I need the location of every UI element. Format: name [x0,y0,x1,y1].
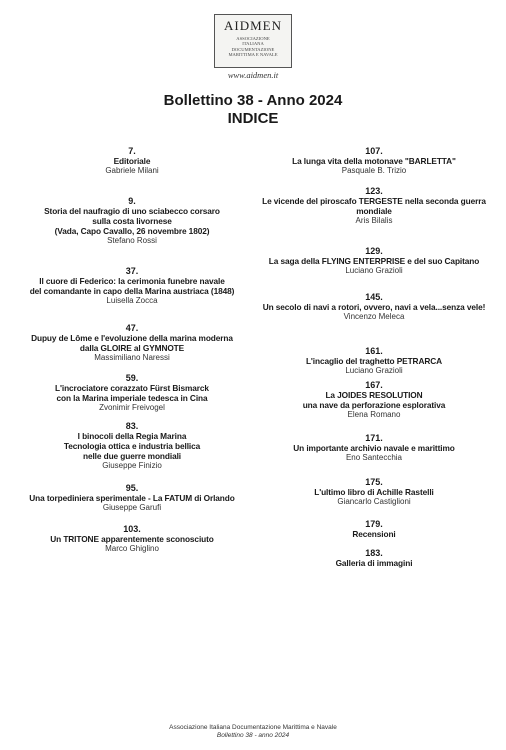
aidmen-logo [214,14,292,68]
entry-author: Stefano Rossi [107,236,157,245]
entry-title-line: Una torpediniera sperimentale - La FATUM di Orlando [29,493,235,503]
entry-page-number: 59. [125,373,139,383]
footer-issue: Bollettino 38 - anno 2024 [216,732,290,739]
entry-author: Luisella Zocca [106,296,158,305]
index-entry [258,146,490,176]
entry-page-number: 7. [128,146,136,156]
entry-author: Luciano Grazioli [345,366,403,375]
entry-title-line: Recensioni [352,529,396,539]
entry-page-number: 9. [128,196,136,206]
entry-title-line: La saga della FLYING ENTERPRISE e del suo Capitano [268,256,480,266]
entry-page-number: 95. [125,483,139,493]
entry-page-number: 123. [365,186,383,196]
footer-association: Associazione Italiana Documentazione Marittima e Navale [169,724,337,731]
entry-author: Pasquale B. Trizio [341,166,407,175]
entry-page-number: 183. [365,548,383,558]
logo-subtitle-line: DOCUMENTAZIONE [231,46,275,52]
page-subtitle: INDICE [227,110,279,127]
index-entry [258,292,490,322]
entry-title-line: Tecnologia ottica e industria bellica [63,441,201,451]
entry-page-number: 103. [123,524,141,534]
entry-page-number: 179. [365,519,383,529]
index-entry [16,196,248,246]
entry-page-number: 47. [125,323,139,333]
entry-author: Marco Ghiglino [105,544,159,553]
entry-title-line: La lunga vita della motonave "BARLETTA" [292,156,456,166]
entry-title-line: Un secolo di navi a rotori, ovvero, navi a vela...senza vele! [262,302,486,312]
entry-author: Gabriele Milani [105,166,159,175]
entry-author: Luciano Grazioli [345,266,403,275]
index-entry [16,483,248,513]
entry-title-line: Un importante archivio navale e marittimo [293,443,455,453]
entry-page-number: 145. [365,292,383,302]
entry-page-number: 167. [365,380,383,390]
entry-title-line: sulla costa livornese [92,216,172,226]
entry-title-line: (Vada, Capo Cavallo, 26 novembre 1802) [54,226,210,236]
index-entry [16,373,248,413]
logo-subtitle [215,36,291,58]
index-entry [258,548,490,568]
entry-page-number: 161. [365,346,383,356]
index-entry [258,477,490,507]
logo-subtitle-line: MARITTIMA E NAVALE [228,52,278,58]
page-title: Bollettino 38 - Anno 2024 [163,92,343,109]
index-entry [258,346,490,376]
index-entry [16,524,248,554]
entry-page-number: 129. [365,246,383,256]
entry-title-line: L'incrociatore corazzato Fürst Bismarck [55,383,209,393]
entry-title-line: una nave da perforazione esplorativa [302,400,446,410]
entry-title-line: I binocoli della Regia Marina [77,431,187,441]
entry-title-line: Il cuore di Federico: la cerimonia funebre navale [39,276,225,286]
entry-title-line: nelle due guerre mondiali [82,451,181,461]
entry-author: Massimiliano Naressi [94,353,170,362]
entry-title-line: La JOIDES RESOLUTION [325,390,423,400]
index-entry [16,323,248,363]
entry-author: Vincenzo Meleca [343,312,405,321]
index-entry [258,380,490,420]
entry-page-number: 37. [125,266,139,276]
entry-title-line: mondiale [356,206,392,216]
entry-author: Giuseppe Finizio [102,461,162,470]
entry-title-line: Dupuy de Lôme e l'evoluzione della marina moderna [31,333,233,343]
index-entry [258,246,490,276]
entry-author: Eno Santecchia [345,453,403,462]
logo-name: AIDMEN [224,18,282,33]
entry-page-number: 175. [365,477,383,487]
index-entry [16,146,248,176]
logo-subtitle-line: ASSOCIAZIONE [236,36,270,41]
index-entry [16,421,248,471]
entry-page-number: 83. [125,421,139,431]
index-entry [258,186,490,226]
index-entry [258,433,490,463]
entry-author: Elena Romano [347,410,401,419]
index-entry [16,266,248,306]
index-entry [258,519,490,539]
logo-subtitle-line: ITALIANA [242,41,264,47]
entry-author: Giuseppe Garufi [102,503,162,512]
entry-page-number: 107. [365,146,383,156]
entry-author: Giancarlo Castiglioni [337,497,411,506]
entry-title-line: Editoriale [113,156,151,166]
entry-title-line: con la Marina imperiale tedesca in Cina [56,393,208,403]
entry-title-line: del comandante in capo della Marina austriaca (1848) [29,286,235,296]
entry-title-line: Storia del naufragio di uno sciabecco corsaro [44,206,220,216]
entry-title-line: Galleria di immagini [335,558,413,568]
entry-title-line: dalla GLOIRE al GYMNOTE [79,343,185,353]
entry-title-line: L'ultimo libro di Achille Rastelli [314,487,434,497]
entry-title-line: Un TRITONE apparentemente sconosciuto [50,534,214,544]
page-footer [0,724,506,740]
entry-title-line: Le vicende del piroscafo TERGESTE nella seconda guerra [262,196,486,206]
website-link[interactable]: www.aidmen.it [227,70,279,80]
entry-author: Zvonimir Freivogel [99,403,165,412]
entry-page-number: 171. [365,433,383,443]
entry-title-line: L'incaglio del traghetto PETRARCA [305,356,443,366]
entry-author: Aris Bilalis [355,216,393,225]
